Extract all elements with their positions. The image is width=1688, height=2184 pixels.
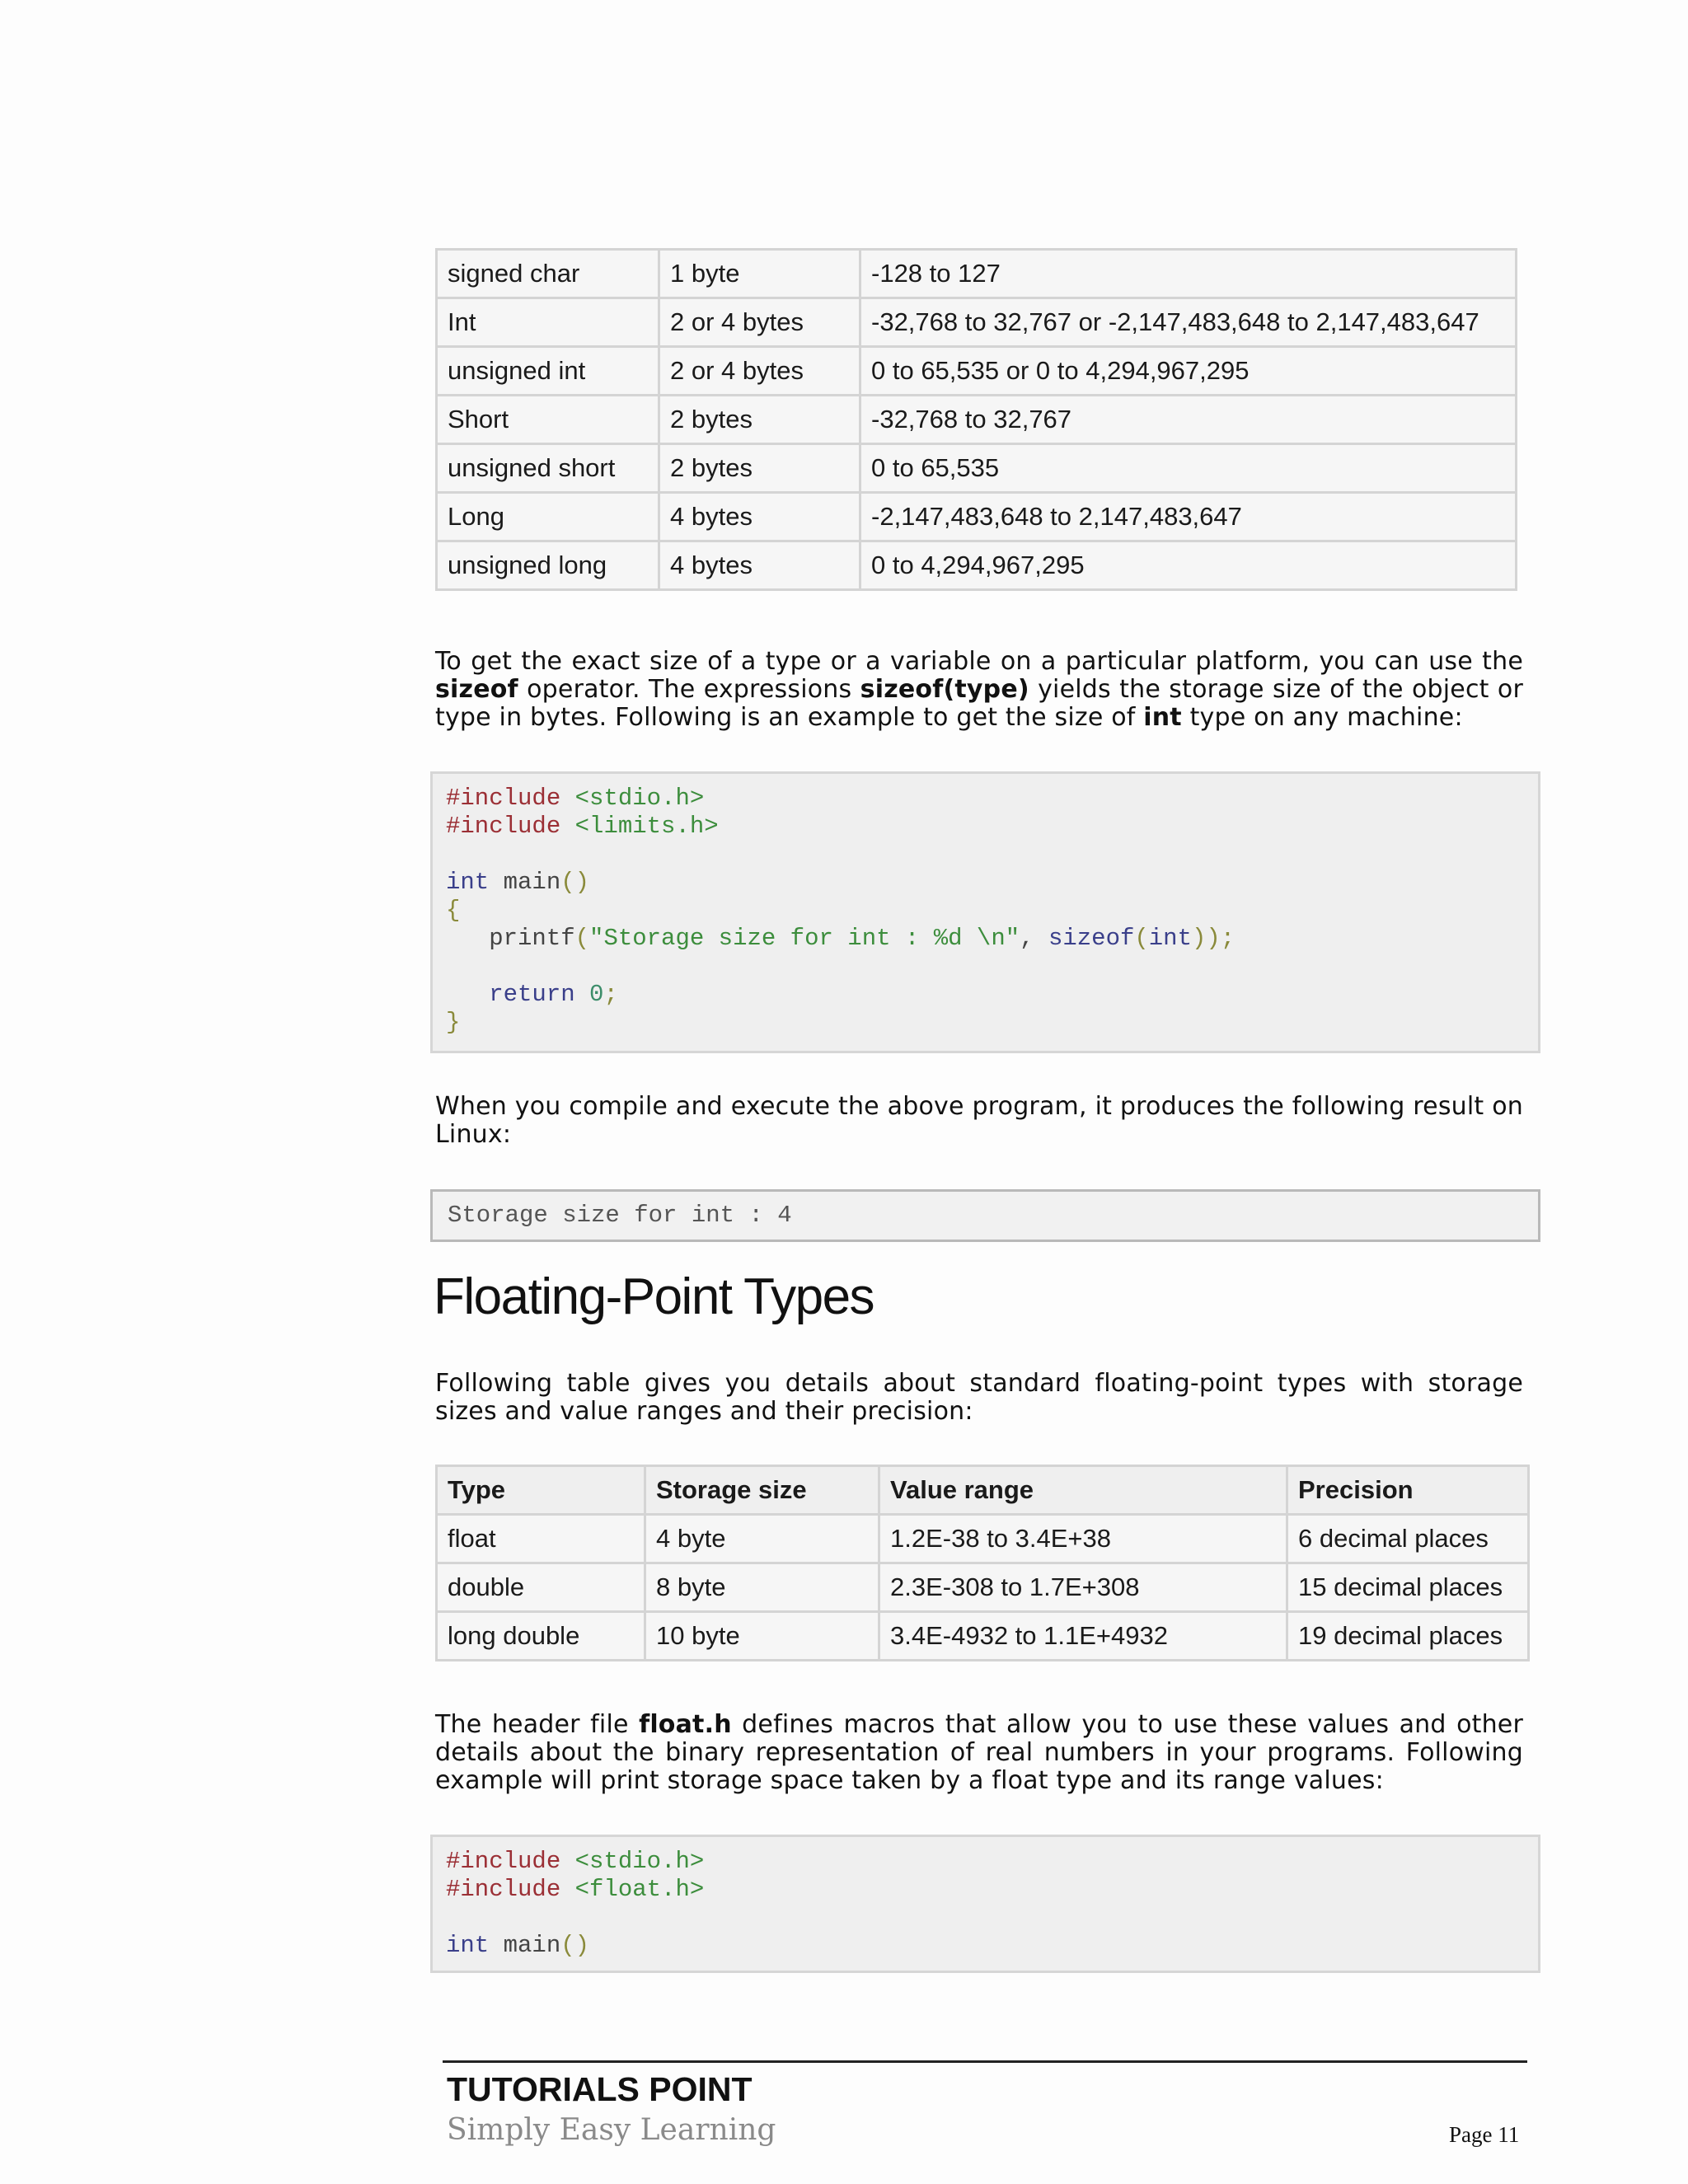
size-cell: 4 bytes	[659, 493, 860, 541]
footer-brand: TUTORIALS POINT	[447, 2070, 753, 2108]
float-intro-paragraph: Following table gives you details about standard floating-point types with storage sizes and value ranges and their precision:	[435, 1369, 1523, 1426]
table-row	[437, 1612, 1529, 1661]
size-cell: 4 byte	[645, 1515, 879, 1563]
bold-term: int	[1143, 703, 1182, 732]
table-row	[437, 396, 1517, 444]
table-row	[437, 1563, 1529, 1612]
table-row	[437, 444, 1517, 493]
float-types-table	[435, 1465, 1530, 1661]
type-cell: unsigned short	[437, 444, 659, 493]
code-block-float: #include <stdio.h> #include <float.h> int main()	[430, 1835, 1540, 1973]
range-cell: 1.2E-38 to 3.4E+38	[879, 1515, 1287, 1563]
range-cell: -32,768 to 32,767	[860, 396, 1517, 444]
range-cell: -128 to 127	[860, 250, 1517, 298]
range-cell: 0 to 65,535 or 0 to 4,294,967,295	[860, 347, 1517, 396]
table-row	[437, 347, 1517, 396]
range-cell: -2,147,483,648 to 2,147,483,647	[860, 493, 1517, 541]
integer-types-table	[435, 248, 1517, 591]
text-run: The header file	[435, 1710, 640, 1739]
size-cell: 2 or 4 bytes	[659, 298, 860, 347]
text-run: defines macros that allow you to use these values and other details about the binary representation of real numbers in your programs. Following example will print storage space taken by a float type and its range values:	[435, 1710, 1523, 1795]
text-run: To get the exact size of a type or a variable on a particular platform, you can use the	[435, 647, 1523, 676]
size-cell: 8 byte	[645, 1563, 879, 1612]
table-header-row	[437, 1466, 1529, 1515]
table-row	[437, 541, 1517, 590]
program-output: Storage size for int : 4	[430, 1189, 1540, 1242]
column-header: Storage size	[645, 1466, 879, 1515]
size-cell: 2 bytes	[659, 396, 860, 444]
range-cell: 0 to 65,535	[860, 444, 1517, 493]
column-header: Precision	[1287, 1466, 1529, 1515]
bold-term: float.h	[639, 1710, 732, 1739]
range-cell: -32,768 to 32,767 or -2,147,483,648 to 2,147,483,647	[860, 298, 1517, 347]
float-h-paragraph	[435, 1711, 1523, 1795]
sizeof-paragraph	[435, 648, 1523, 732]
size-cell: 4 bytes	[659, 541, 860, 590]
type-cell: Short	[437, 396, 659, 444]
precision-cell: 19 decimal places	[1287, 1612, 1529, 1661]
bold-term: sizeof	[435, 675, 518, 704]
type-cell: unsigned int	[437, 347, 659, 396]
range-cell: 3.4E-4932 to 1.1E+4932	[879, 1612, 1287, 1661]
type-cell: Int	[437, 298, 659, 347]
range-cell: 0 to 4,294,967,295	[860, 541, 1517, 590]
size-cell: 2 bytes	[659, 444, 860, 493]
bold-term: sizeof(type)	[860, 675, 1029, 704]
type-cell: unsigned long	[437, 541, 659, 590]
type-cell: long double	[437, 1612, 645, 1661]
column-header: Type	[437, 1466, 645, 1515]
section-heading: Floating-Point Types	[434, 1268, 874, 1325]
type-cell: float	[437, 1515, 645, 1563]
type-cell: Long	[437, 493, 659, 541]
code-block-sizeof: #include <stdio.h> #include <limits.h> int main() { printf("Storage size for int : %d \n", sizeof(int)); return 0; }	[430, 771, 1540, 1053]
text-run: operator. The expressions	[518, 675, 860, 704]
footer-divider	[443, 2060, 1527, 2063]
footer-tagline: Simply Easy Learning	[447, 2113, 776, 2147]
table-row	[437, 1515, 1529, 1563]
type-cell: signed char	[437, 250, 659, 298]
table-row	[437, 250, 1517, 298]
type-cell: double	[437, 1563, 645, 1612]
table-row	[437, 298, 1517, 347]
text-run: yields the storage size of the object or type in bytes. Following is an example to get the size of	[435, 675, 1523, 732]
precision-cell: 15 decimal places	[1287, 1563, 1529, 1612]
size-cell: 10 byte	[645, 1612, 879, 1661]
size-cell: 1 byte	[659, 250, 860, 298]
column-header: Value range	[879, 1466, 1287, 1515]
precision-cell: 6 decimal places	[1287, 1515, 1529, 1563]
text-run: type on any machine:	[1181, 703, 1463, 732]
compile-paragraph: When you compile and execute the above program, it produces the following result on Linux:	[435, 1092, 1523, 1149]
range-cell: 2.3E-308 to 1.7E+308	[879, 1563, 1287, 1612]
size-cell: 2 or 4 bytes	[659, 347, 860, 396]
page-number: Page 11	[1449, 2122, 1520, 2147]
table-row	[437, 493, 1517, 541]
